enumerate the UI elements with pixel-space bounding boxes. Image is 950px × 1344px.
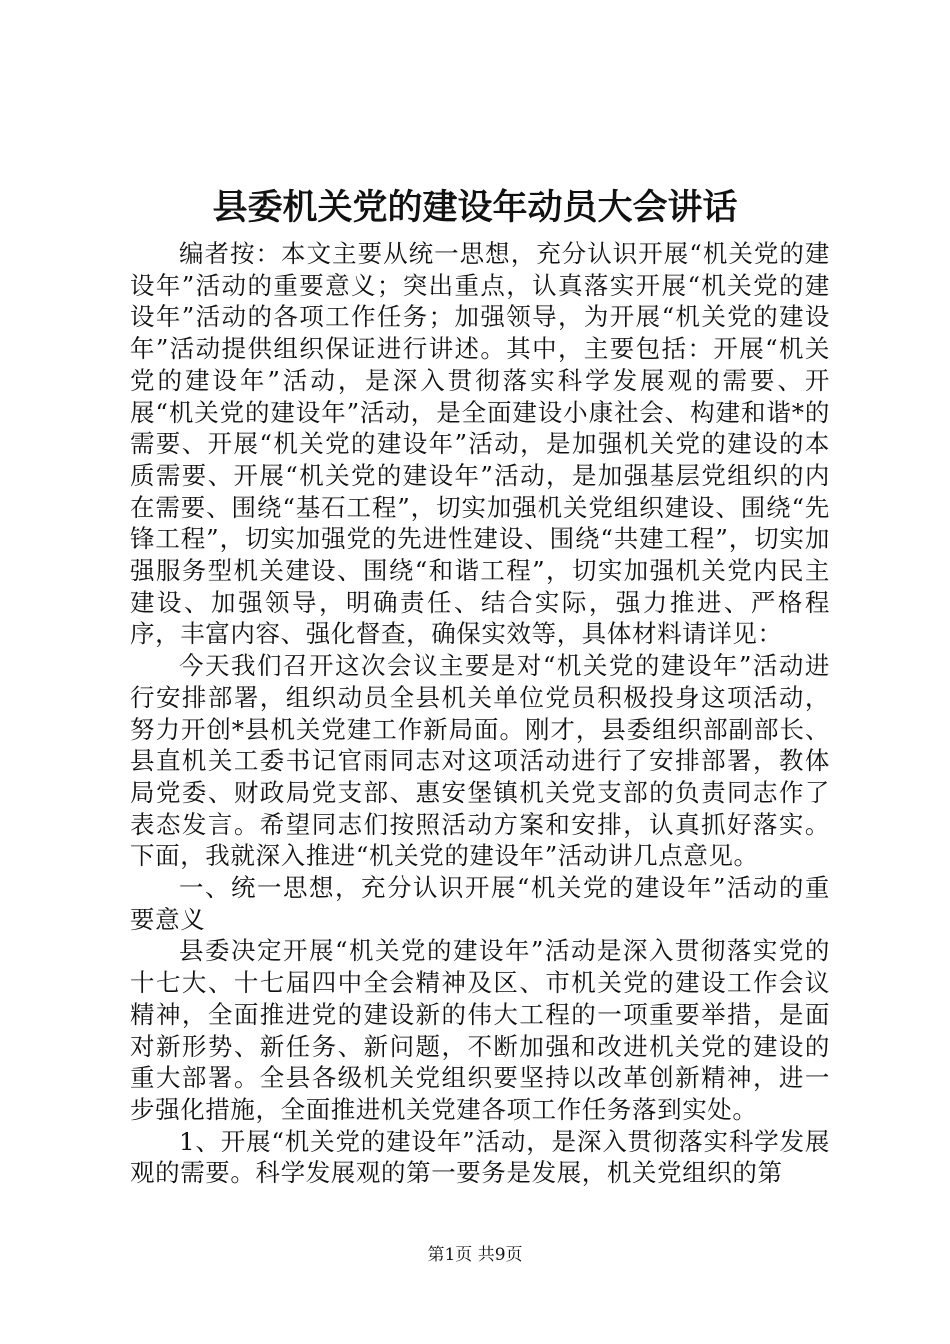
paragraph-section-1: 县委决定开展“机关党的建设年”活动是深入贯彻落实党的十七大、十七届四中全会精神及区、市机关党的建设工作会议精神，全面推进党的建设新的伟大工程的一项重要举措，是面对新形势、新任务、新问题，不断加强和改进机关党的建设的重大部署。全县各级机关党组织要坚持以改革创新精神，进一步强化措施，全面推进机关党建各项工作任务落到实处。 (130, 936, 830, 1124)
page-number-footer: 第1页 共9页 (427, 1245, 523, 1265)
document-title: 县委机关党的建设年动员大会讲话 (212, 187, 738, 228)
paragraph-intro: 今天我们召开这次会议主要是对“机关党的建设年”活动进行安排部署，组织动员全县机关单位党员积极投身这项活动，努力开创*县机关党建工作新局面。刚才，县委组织部副部长、县直机关工委书记官雨同志对这项活动进行了安排部署，教体局党委、财政局党支部、惠安堡镇机关党支部的负责同志作了表态发言。希望同志们按照活动方案和安排，认真抓好落实。下面，我就深入推进“机关党的建设年”活动讲几点意见。 (130, 651, 830, 871)
paragraph-point-1: 1、开展“机关党的建设年”活动，是深入贯彻落实科学发展观的需要。科学发展观的第一要务是发展，机关党组织的第 (130, 1126, 830, 1188)
document-body (130, 238, 830, 1189)
paragraph-editor-note: 编者按：本文主要从统一思想，充分认识开展“机关党的建设年”活动的重要意义；突出重点，认真落实开展“机关党的建设年”活动的各项工作任务；加强领导，为开展“机关党的建设年”活动提供组织保证进行讲述。其中，主要包括：开展“机关党的建设年”活动，是深入贯彻落实科学发展观的需要、开展“机关党的建设年”活动，是全面建设小康社会、构建和谐*的需要、开展“机关党的建设年”活动，是加强机关党的建设的本质需要、开展“机关党的建设年”活动，是加强基层党组织的内在需要、围绕“基石工程”，切实加强机关党组织建设、围绕“先锋工程”，切实加强党的先进性建设、围绕“共建工程”，切实加强服务型机关建设、围绕“和谐工程”，切实加强机关党内民主建设、加强领导，明确责任、结合实际，强力推进、严格程序，丰富内容、强化督查，确保实效等，具体材料请详见： (130, 239, 830, 649)
section-heading-1: 一、统一思想，充分认识开展“机关党的建设年”活动的重要意义 (130, 873, 830, 934)
